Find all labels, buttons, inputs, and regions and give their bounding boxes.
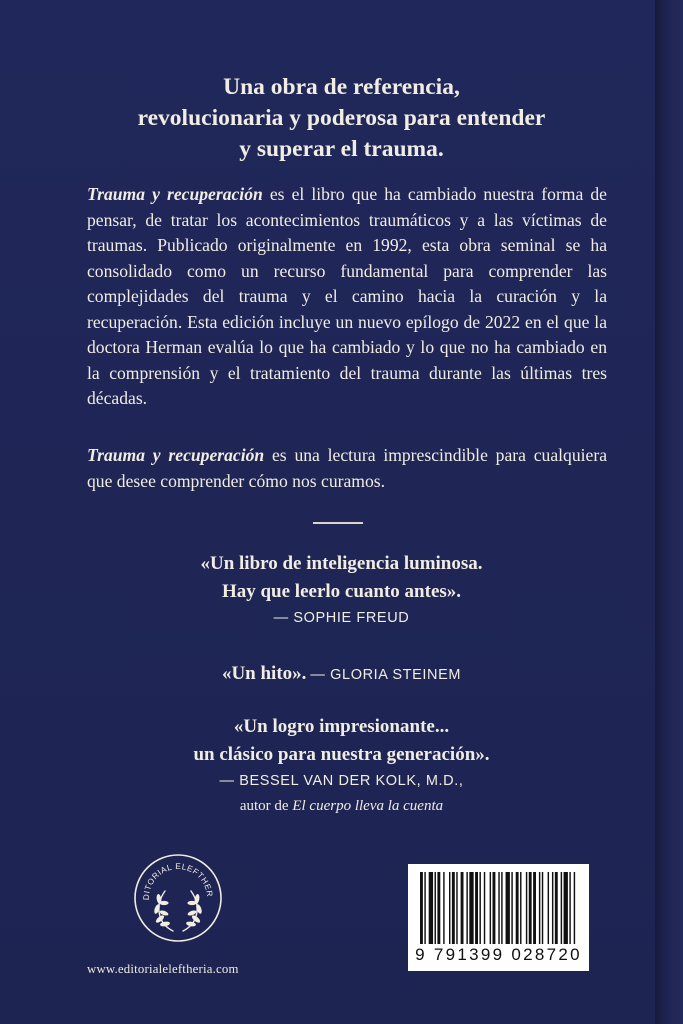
barcode-bar [449,872,450,944]
headline-line-2: revolucionaria y poderosa para entender [137,105,546,131]
blurb-line: «Un logro impresionante... [233,716,450,737]
barcode-bar [456,872,457,944]
barcode-bar [469,872,473,944]
blurb-line: un clásico para nuestra generación». [193,744,490,765]
barcode-bar [561,872,562,944]
barcode-bar [548,872,549,944]
recommendation-text: es una lectura imprescindible para cualquiera que desee comprender cómo nos curamos. [87,445,608,491]
laurel-wreath-icon [133,853,223,943]
description-paragraph [87,182,607,412]
barcode [408,864,589,971]
barcode-bar [493,872,496,944]
barcode-bar [555,872,558,944]
svg-text:EDITORIAL ELEFTHERIA [133,853,214,900]
barcode-bar [466,872,467,944]
blurb-author: — GLORIA STEINEM [310,667,462,683]
barcode-bar [424,872,425,944]
barcode-bar [542,872,543,944]
barcode-bar [501,872,502,944]
barcode-bar [511,872,512,944]
barcode-bar [420,872,423,944]
barcode-icon [408,864,589,946]
barcode-bar [443,872,444,944]
blurb-line: «Un libro de inteligencia luminosa. [200,553,483,574]
barcode-bar [574,872,575,944]
barcode-bar [490,872,491,944]
barcode-bar [437,872,440,944]
barcode-bar [479,872,480,944]
headline-line-3: y superar el trauma. [239,136,444,162]
author-note: autor de El cuerpo lleva la cuenta [239,798,444,814]
publisher-logo-text: DITORIAL ELEFTHER [141,861,215,901]
barcode-bar [533,872,536,944]
blurb-gloria-steinem [0,660,683,688]
barcode-bar [529,872,532,944]
headline-line-1: Una obra de referencia, [223,74,460,100]
publisher-website: www.editorialeleftheria.com [87,962,239,976]
blurb-sophie-freud [0,550,683,630]
barcode-bar [516,872,519,944]
recommendation-paragraph [87,443,607,494]
blurb-text: «Un hito». [221,663,307,684]
barcode-bar [506,872,510,944]
barcode-bar [498,872,499,944]
barcode-bar [484,872,485,944]
barcode-bar [475,872,478,944]
barcode-number: 9 791399 028720 [415,945,582,964]
barcode-bar [552,872,553,944]
blurb-line: Hay que leerlo cuanto antes». [221,581,462,602]
barcode-bar [526,872,527,944]
book-title: Trauma y recuperación [87,184,263,204]
blurb-author: — SOPHIE FREUD [273,610,410,626]
blurb-bessel-van-der-kolk [0,713,683,819]
barcode-bar [539,872,540,944]
blurb-author: — BESSEL VAN DER KOLK, M.D., [219,773,464,789]
description-text: es el libro que ha cambiado nuestra forma de pensar, de tratar los acontecimientos traumáticos y a las víctimas de traumas. Publicado originalmente en 1992, esta obra seminal se ha consolidado como un recurso fundamental para comprender las complejidades del trauma y el camino hacia la curación y la recuperación. Esta edición incluye un nuevo epílogo de 2022 en el que la doctora Herman evalúa lo que ha cambiado y lo que no ha cambiado en la comprensión y el tratamiento del trauma durante las últimas tres décadas. [87,184,607,408]
barcode-bar [520,872,521,944]
barcode-bar [564,872,568,944]
barcode-bar [435,872,436,944]
referenced-book-title: El cuerpo lleva la cuenta [292,798,444,814]
barcode-bar [461,872,464,944]
divider [313,522,363,524]
publisher-logo [133,853,223,943]
book-title: Trauma y recuperación [87,445,265,465]
barcode-bar [452,872,455,944]
headline [0,72,683,165]
barcode-bar [569,872,570,944]
barcode-bar [429,872,433,944]
